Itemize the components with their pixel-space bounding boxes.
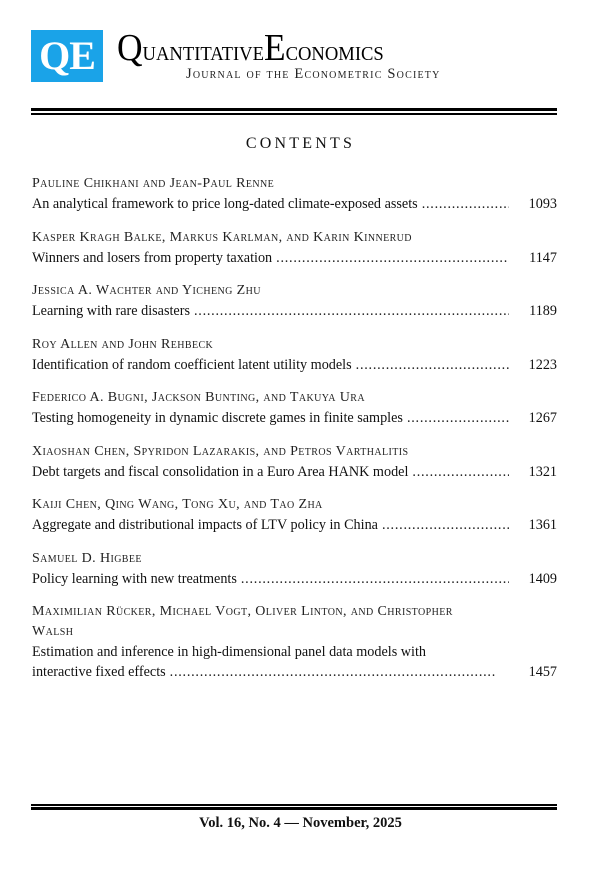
entry-title[interactable]: Aggregate and distributional impacts of LTV policy in China: [32, 517, 378, 533]
table-of-contents: [32, 174, 557, 696]
entry-title-line: [32, 462, 557, 482]
dot-leader: [194, 301, 509, 321]
entry-authors: Jessica A. Wachter and Yicheng Zhu: [32, 283, 261, 298]
journal-logo: QE: [31, 30, 103, 82]
entry-page: 1223: [528, 356, 557, 373]
toc-entry[interactable]: [32, 495, 557, 535]
entry-page: 1361: [528, 517, 557, 533]
header-rule-thick: [31, 108, 557, 111]
entry-authors: Pauline Chikhani and Jean-Paul Renne: [32, 176, 275, 191]
entry-title-line: [32, 248, 557, 268]
toc-entry[interactable]: [32, 602, 557, 682]
entry-page: 1409: [528, 570, 557, 587]
entry-page: 1093: [528, 196, 557, 212]
entry-page: 1147: [529, 249, 557, 266]
entry-page: 1321: [528, 463, 557, 480]
entry-authors: Kaiji Chen, Qing Wang, Tong Xu, and Tao Zha: [32, 497, 323, 512]
entry-page: 1457: [528, 664, 557, 680]
dot-leader: [241, 569, 509, 589]
entry-title[interactable]: Debt targets and fiscal consolidation in a Euro Area HANK model: [32, 463, 409, 480]
toc-entry[interactable]: [32, 549, 557, 589]
footer-rule-thick: [31, 807, 557, 810]
entry-title-line: [32, 662, 557, 682]
title-part-1: uantitative: [142, 36, 264, 67]
contents-heading: CONTENTS: [245, 135, 356, 152]
entry-title-line: [32, 408, 557, 428]
entry-title-line: [32, 515, 557, 535]
dot-leader: [407, 408, 509, 428]
entry-title-line-1[interactable]: Estimation and inference in high-dimensional panel data models with: [32, 644, 426, 660]
title-part-2: conomics: [285, 36, 384, 67]
entry-title-line: [32, 301, 557, 321]
entry-page: 1189: [529, 303, 557, 319]
entry-authors: Kasper Kragh Balke, Markus Karlman, and Karin Kinnerud: [32, 229, 412, 245]
toc-entry[interactable]: [32, 388, 557, 428]
dot-leader: [170, 662, 509, 682]
dot-leader: [356, 355, 509, 375]
entry-authors: Samuel D. Higbee: [32, 550, 142, 566]
header-rule-thin: [31, 113, 557, 115]
title-initial-q: Q: [117, 27, 143, 69]
title-initial-e: E: [263, 27, 286, 69]
toc-entry[interactable]: [32, 442, 557, 482]
entry-title[interactable]: Testing homogeneity in dynamic discrete games in finite samples: [32, 410, 403, 426]
entry-authors: Federico A. Bugni, Jackson Bunting, and Takuya Ura: [32, 390, 365, 405]
entry-title[interactable]: Learning with rare disasters: [32, 303, 190, 319]
dot-leader: [422, 194, 509, 214]
entry-authors-line-1: Maximilian Rücker, Michael Vogt, Oliver Linton, and Christopher: [32, 604, 453, 619]
masthead: [31, 27, 557, 82]
toc-entry[interactable]: [32, 228, 557, 268]
toc-entry[interactable]: [32, 281, 557, 321]
entry-page: 1267: [528, 410, 557, 426]
entry-title-line-2[interactable]: interactive fixed effects: [32, 664, 166, 680]
toc-entry[interactable]: [32, 174, 557, 214]
entry-title[interactable]: An analytical framework to price long-dated climate-exposed assets: [32, 196, 418, 212]
entry-authors: Roy Allen and John Rehbeck: [32, 336, 214, 352]
journal-title: [117, 26, 384, 70]
entry-title-line: [32, 569, 557, 589]
issue-info: Vol. 16, No. 4 — November, 2025: [199, 815, 402, 831]
journal-subtitle: Journal of the Econometric Society: [186, 66, 441, 82]
entry-title-line: [32, 194, 557, 214]
footer-rule-thin: [31, 804, 557, 806]
entry-title-line: [32, 355, 557, 375]
entry-title[interactable]: Identification of random coefficient latent utility models: [32, 356, 352, 373]
entry-authors-line-2: Walsh: [32, 624, 74, 639]
toc-entry[interactable]: [32, 335, 557, 375]
entry-title[interactable]: Winners and losers from property taxation: [32, 249, 273, 266]
dot-leader: [412, 462, 509, 482]
dot-leader: [382, 515, 509, 535]
dot-leader: [276, 248, 509, 268]
entry-authors: Xiaoshan Chen, Spyridon Lazarakis, and Petros Varthalitis: [32, 443, 409, 459]
entry-title[interactable]: Policy learning with new treatments: [32, 570, 237, 587]
